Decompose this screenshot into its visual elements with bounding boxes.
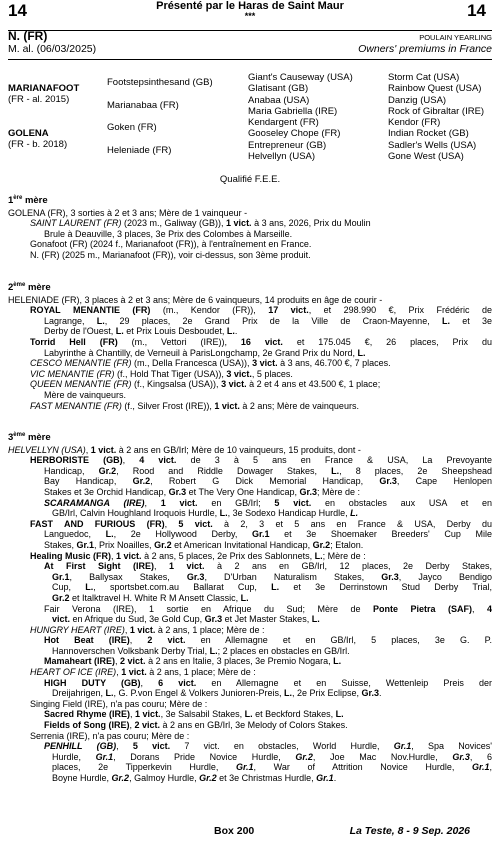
third-dam-line: HELVELLYN (USA), 1 vict. à 2 ans en GB/Irl; Mère de 10 vainqueurs, 15 produits, dont -	[8, 444, 361, 455]
third-dam-line: Fields of Song (IRE), 2 vict. à 2 ans en GB/Irl, 3e Melody of Colors Stakes.	[44, 720, 348, 731]
third-dam-line: Hurdle, Gr.1, Dorans Pride Novice Hurdle, Gr.2, Joe Mac Nov.Hurdle, Gr.3, 6	[52, 751, 492, 762]
third-dam-line: At First Sight (IRE), 1 vict. à 2 ans en GB/Irl, 12 places, 2e Derby Stakes,	[44, 561, 492, 572]
third-dam-line: Singing Field (IRE), n'a pas couru; Mère de :	[30, 698, 208, 709]
gen2-ancestor: Goken (FR)	[107, 122, 157, 134]
second-dam-line: Torrid Hell (FR) (m., Vettori (IRE)), 16 vict. et 175.045 €, 26 places, Prix du	[30, 336, 492, 347]
sex-birthdate: M. al. (06/03/2025)	[8, 43, 97, 55]
third-dam-line: Handicap, Gr.2, Rood and Riddle Dowager Stakes, L., 8 places, 2e Sheepshead	[44, 465, 492, 476]
stars: ***	[244, 11, 256, 21]
first-dam-line: SAINT LAURENT (FR) (2023 m., Galiway (GB)), 1 vict. à 3 ans, 2026, Prix du Moulin	[30, 218, 371, 229]
third-dam-line: HIGH DUTY (GB), 6 vict. en Allemagne et en Suisse, Wettenleip Preis der	[44, 677, 492, 688]
sex-age: POULAIN YEARLING	[419, 33, 492, 42]
lot-number-left: 14	[8, 1, 27, 20]
top-rule	[8, 30, 492, 31]
gen2-ancestor: Marianabaa (FR)	[107, 99, 179, 111]
gen3-ancestor: Giant's Causeway (USA)	[248, 72, 353, 83]
second-dam-line: Derby de l'Ouest, L. et Prix Louis Desboudet, L..	[44, 326, 238, 337]
third-dam-line: Cup, L., sportsbet.com.au Ballarat Cup, L. et 3e Derrinstown Stud Derby Trial,	[52, 582, 492, 593]
third-dam-line: Serrenia (IRE), n'a pas couru; Mère de :	[30, 730, 190, 741]
second-dam-line: QUEEN MENANTIE (FR) (f., Kingsalsa (USA)), 3 vict. à 2 et 4 ans et 43.500 €, 1 place;	[30, 379, 381, 390]
second-dam-line: ROYAL MENANTIE (FR) (m., Kendor (FR)), 17 vict., et 298.990 €, Prix Frédéric de	[30, 305, 492, 316]
third-dam-line: Languedoc, L., 2e Hollywood Derby, Gr.1 et 3e Shoemaker Breeders' Cup Mile	[44, 529, 492, 540]
gen4-ancestor: Danzig (USA)	[388, 94, 447, 106]
second-dam-section	[8, 283, 492, 411]
dam-name: GOLENA	[8, 128, 49, 139]
qualification: Qualifié F.E.E.	[219, 174, 281, 185]
gen3-ancestor: Glatisant (GB)	[248, 83, 309, 95]
gen3-ancestor: Kendargent (FR)	[248, 117, 319, 129]
third-dam-line: HEART OF ICE (IRE), 1 vict. à 2 ans, 1 place; Mère de :	[30, 667, 256, 678]
first-dam-line: Gonafoot (FR) (2024 f., Marianafoot (FR)), à l'entraînement en France.	[30, 239, 312, 250]
second-dam-line: Lagrange, L., 29 places, 2e Grand Prix de la Ville de Craon-Mayenne, L. et 3e	[44, 315, 492, 326]
third-dam-line: Sacred Rhyme (IRE), 1 vict., 3e Salsabil Stakes, L. et Beckford Stakes, L.	[44, 709, 344, 720]
third-dam-line: Bay Handicap, Gr.2, Robert G Dick Memorial Handicap, Gr.3, Cape Henlopen	[44, 476, 492, 487]
second-dam-line: Mère de vainqueurs.	[44, 389, 127, 400]
owners-premiums: Owners' premiums in France	[358, 43, 492, 55]
horse-name: N. (FR)	[8, 29, 48, 43]
third-dam-heading: 3ème mère	[8, 431, 51, 443]
second-dam-heading: 2ème mère	[8, 281, 51, 293]
second-dam-line: HELENIADE (FR), 3 places à 2 et 3 ans; Mère de 6 vainqueurs, 14 produits en âge de courir -	[8, 294, 383, 305]
third-dam-line: Gr.1, Ballysax Stakes, Gr.3, D'Urban Naturalism Stakes, Gr.3, Jayco Bendigo	[52, 571, 492, 582]
sire-name: MARIANAFOOT	[8, 83, 80, 94]
second-dam-line: VIC MENANTIE (FR) (f., Hold That Tiger (USA)), 3 vict., 5 places.	[30, 368, 293, 379]
pedigree-gen2	[107, 77, 213, 167]
third-dam-line: Gr.2 et Italktravel H. White R M Ansett Classic, L.	[52, 592, 249, 603]
box-number: Box 200	[214, 825, 255, 837]
third-dam-line: PENHILL (GB), 5 vict. 7 vict. en obstacles, World Hurdle, Gr.1, Spa Novices'	[44, 741, 492, 752]
third-dam-section	[8, 433, 492, 784]
gen4-ancestor: Rock of Gibraltar (IRE)	[388, 105, 485, 117]
gen4-ancestor: Gone West (USA)	[388, 151, 464, 163]
third-dam-line: Stakes et 3e Orchid Handicap, Gr.3 et The Very One Handicap, Gr.3; Mère de :	[44, 486, 361, 497]
third-dam-line: FAST AND FURIOUS (FR), 5 vict. à 2, 3 et 5 ans en France & USA, Derby du	[30, 518, 492, 529]
first-dam-line: N. (FR) (2025 m., Marianafoot (FR)), voir ci-dessus, son 3ème produit.	[30, 249, 311, 260]
third-dam-line: Boyne Hurdle, Gr.2, Galmoy Hurdle, Gr.2 et 3e Christmas Hurdle, Gr.1.	[52, 773, 337, 783]
third-dam-line: Mamaheart (IRE), 2 vict. à 2 ans en Italie, 3 places, 3e Premio Nogara, L.	[44, 656, 342, 667]
second-dam-line: FAST MENANTIE (FR) (f., Silver Frost (IRE)), 1 vict. à 2 ans; Mère de vainqueurs.	[30, 400, 359, 411]
second-dam-line: CESCO MENANTIE (FR) (m., Della Francesca (USA)), 3 vict. à 3 ans, 46.700 €, 7 places.	[30, 358, 391, 369]
first-dam-line: GOLENA (FR), 3 sorties à 2 et 3 ans; Mère de 1 vainqueur -	[8, 207, 248, 218]
gen3-ancestor: Gooseley Chope (FR)	[248, 128, 341, 140]
first-dam-heading: 1ère mère	[8, 194, 48, 206]
gen4-ancestor: Storm Cat (USA)	[388, 72, 460, 83]
third-dam-line: HUNGRY HEART (IRE), 1 vict. à 2 ans, 1 place; Mère de :	[30, 624, 265, 635]
third-dam-line: Stakes, Gr.1, Prix Noailles, Gr.2 et American Invitational Handicap, Gr.2; Etalon.	[44, 539, 364, 550]
third-dam-line: Fair Verona (IRE), 1 sortie en Afrique du Sud; Mère de Ponte Pietra (SAF), 4	[44, 603, 492, 614]
pedigree-dam	[8, 128, 67, 151]
third-dam-lines	[8, 445, 492, 784]
third-dam-line: Hannoverschen Volksbank Derby Trial, L.; 2 places en obstacles en GB/Irl.	[52, 645, 350, 656]
gen4-ancestor: Kendor (FR)	[388, 117, 441, 129]
third-dam-line: Healing Music (FR), 1 vict. à 2 ans, 5 places, 2e Prix des Sablonnets, L.; Mère de :	[30, 550, 366, 561]
gen2-ancestor: Footstepsinthesand (GB)	[107, 77, 213, 88]
sire-info: (FR - al. 2015)	[8, 94, 70, 106]
gen3-ancestor: Anabaa (USA)	[248, 94, 310, 106]
pedigree-sire	[8, 83, 79, 106]
third-dam-line: Hot Beat (IRE), 2 vict. en Allemagne et en GB/Irl, 5 places, 3e G. P.	[44, 635, 492, 646]
gen3-ancestor: Maria Gabriella (IRE)	[248, 105, 338, 117]
gen2-ancestor: Heleniade (FR)	[107, 144, 172, 156]
lot-number-right: 14	[467, 1, 486, 20]
pedigree-gen3	[248, 72, 353, 162]
dam-info: (FR - b. 2018)	[8, 139, 68, 151]
gen3-ancestor: Helvellyn (USA)	[248, 151, 316, 163]
sale-place-date: La Teste, 8 - 9 Sep. 2026	[349, 825, 470, 837]
gen4-ancestor: Sadler's Wells (USA)	[388, 139, 477, 151]
third-dam-line: places, 2e Tipperkevin Hurdle, Gr.1, War of Attrition Novice Hurdle, Gr.1,	[52, 762, 492, 773]
header-rule	[8, 59, 492, 60]
third-dam-line: GB/Irl, Calvin Houghland Iroquois Hurdle, L., 3e Sodexo Handicap Hurdle, L.	[52, 508, 359, 519]
presented-by: Présenté par le Haras de Saint Maur	[156, 0, 344, 12]
gen3-ancestor: Entrepreneur (GB)	[248, 139, 327, 151]
gen4-ancestor: Rainbow Quest (USA)	[388, 83, 482, 95]
third-dam-line: SCARAMANGA (IRE), 1 vict. en GB/Irl; 5 vict. en obstacles aux USA et en	[44, 497, 492, 508]
third-dam-line: vict. en Afrique du Sud, 3e Gold Cup, Gr.3 et Jet Master Stakes, L.	[52, 614, 320, 625]
gen4-ancestor: Indian Rocket (GB)	[388, 128, 469, 140]
first-dam-section	[8, 196, 492, 261]
third-dam-line: Dreijahrigen, L., G. P.von Engel & Volkers Junioren-Preis, L., 2e Prix Eclipse, Gr.3.	[52, 688, 382, 699]
third-dam-line: HERBORISTE (GB), 4 vict. de 3 à 5 ans en France & USA, La Prevoyante	[30, 455, 492, 466]
pedigree-gen4	[388, 72, 484, 162]
first-dam-line: Brule à Deauville, 3 places, 3e Prix des Colombes à Marseille.	[44, 228, 293, 239]
second-dam-line: Labyrinthe à Chantilly, de Verneuil à ParisLongchamp, 2e Grand Prix du Nord, L.	[44, 347, 366, 358]
